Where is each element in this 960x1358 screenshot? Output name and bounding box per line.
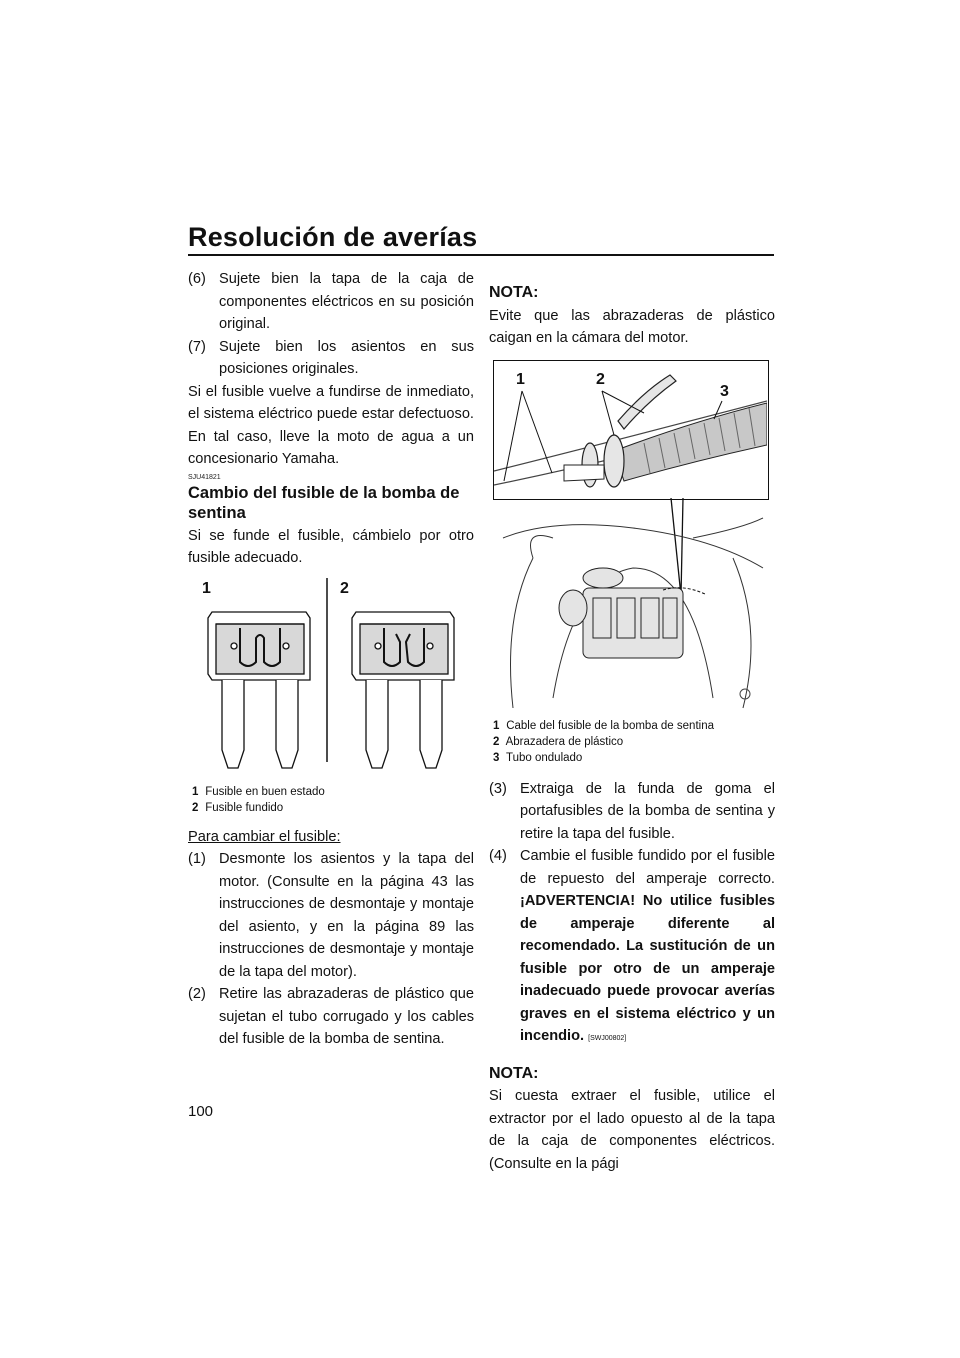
detail-inset bbox=[493, 360, 769, 500]
step-7 bbox=[188, 336, 474, 381]
step-text: Sujete bien la tapa de la caja de componentes eléctricos en su posición original. bbox=[219, 271, 474, 332]
good-fuse-icon bbox=[208, 612, 310, 768]
paragraph-defect: Si el fusible vuelve a fundirse de inmediato, el sistema eléctrico puede estar defectuoso. En tal caso, lleve la moto de agua a un concesionario Yamaha. bbox=[188, 383, 474, 467]
nota-text: Evite que las abrazaderas de plástico caigan en la cámara del motor. bbox=[489, 307, 775, 346]
nota-label-2: NOTA: bbox=[489, 1064, 539, 1082]
blown-fuse-icon bbox=[352, 612, 454, 768]
step-text: Extraiga de la funda de goma el portafusibles de la bomba de sentina y retire la tapa del fusible. bbox=[520, 780, 775, 842]
nota-text-2: Si cuesta extraer el fusible, utilice el extractor por el lado opuesto al de la tapa de la caja de componentes eléctricos. (Consulte en la pági bbox=[489, 1088, 775, 1172]
page-number: 100 bbox=[188, 1103, 214, 1120]
legend-item: 1 Fusible en buen estado bbox=[192, 785, 325, 798]
fuse-label-1: 1 bbox=[202, 579, 211, 597]
nota-label: NOTA: bbox=[489, 284, 539, 301]
header-rule bbox=[188, 254, 774, 256]
fuse-illustration bbox=[188, 578, 474, 778]
step-2 bbox=[188, 983, 474, 1051]
left-column bbox=[188, 268, 474, 1051]
step-4 bbox=[489, 845, 775, 1051]
photo-label-2: 2 bbox=[596, 370, 605, 388]
step-number: (1) bbox=[188, 851, 206, 867]
photo-label-1: 1 bbox=[516, 370, 525, 388]
legend-item: 2 Fusible fundido bbox=[192, 801, 284, 814]
right-column bbox=[489, 278, 775, 1175]
engine-bay-illustration bbox=[493, 498, 769, 712]
step-number: (6) bbox=[188, 271, 206, 287]
fuse-figure bbox=[188, 578, 474, 778]
photo-figure bbox=[493, 360, 769, 712]
step-number: (4) bbox=[489, 848, 507, 864]
step-1 bbox=[188, 848, 474, 983]
fuse-legend bbox=[188, 784, 474, 816]
step-number: (3) bbox=[489, 780, 507, 797]
legend-item: 1 Cable del fusible de la bomba de sentina bbox=[493, 719, 714, 732]
page-header-title: Resolución de averías bbox=[188, 222, 478, 252]
legend-item: 2 Abrazadera de plástico bbox=[493, 735, 624, 748]
photo-label-3: 3 bbox=[720, 382, 729, 400]
legend-item: 3 Tubo ondulado bbox=[493, 751, 583, 764]
photo-legend bbox=[489, 718, 775, 766]
step-text: Retire las abrazaderas de plástico que sujetan el tubo corrugado y los cables del fusible de la bomba de sentina. bbox=[219, 986, 474, 1047]
section-code: SJU41821 bbox=[188, 473, 221, 481]
step-number: (2) bbox=[188, 986, 206, 1002]
procedure-title: Para cambiar el fusible: bbox=[188, 828, 341, 845]
fuse-label-2: 2 bbox=[340, 579, 349, 597]
warning-code: [SWJ00802] bbox=[588, 1035, 627, 1042]
step-text: Desmonte los asientos y la tapa del motor. (Consulte en la página 43 las instrucciones de desmontaje y montaje del asiento, y en la página 89 las instrucciones de desmontaje y montaje de la tapa del motor). bbox=[219, 851, 474, 980]
section-intro: Si se funde el fusible, cámbielo por otro fusible adecuado. bbox=[188, 527, 474, 566]
step-6 bbox=[188, 268, 474, 336]
step-text: Sujete bien los asientos en sus posiciones originales. bbox=[219, 338, 474, 377]
warning-text: ¡ADVERTENCIA! No utilice fusibles de amperaje diferente al recomendado. La sustitución de un fusible por otro de un amperaje inadecuado puede provocar averías graves en el sistema eléctrico y un incendio. bbox=[520, 893, 775, 1044]
step-3 bbox=[489, 778, 775, 846]
step-number: (7) bbox=[188, 338, 206, 355]
engine-components-icon bbox=[559, 568, 683, 658]
step-text: Cambie el fusible fundido por el fusible de repuesto del amperaje correcto. bbox=[520, 848, 775, 887]
section-heading: Cambio del fusible de la bomba de sentina bbox=[188, 483, 460, 522]
